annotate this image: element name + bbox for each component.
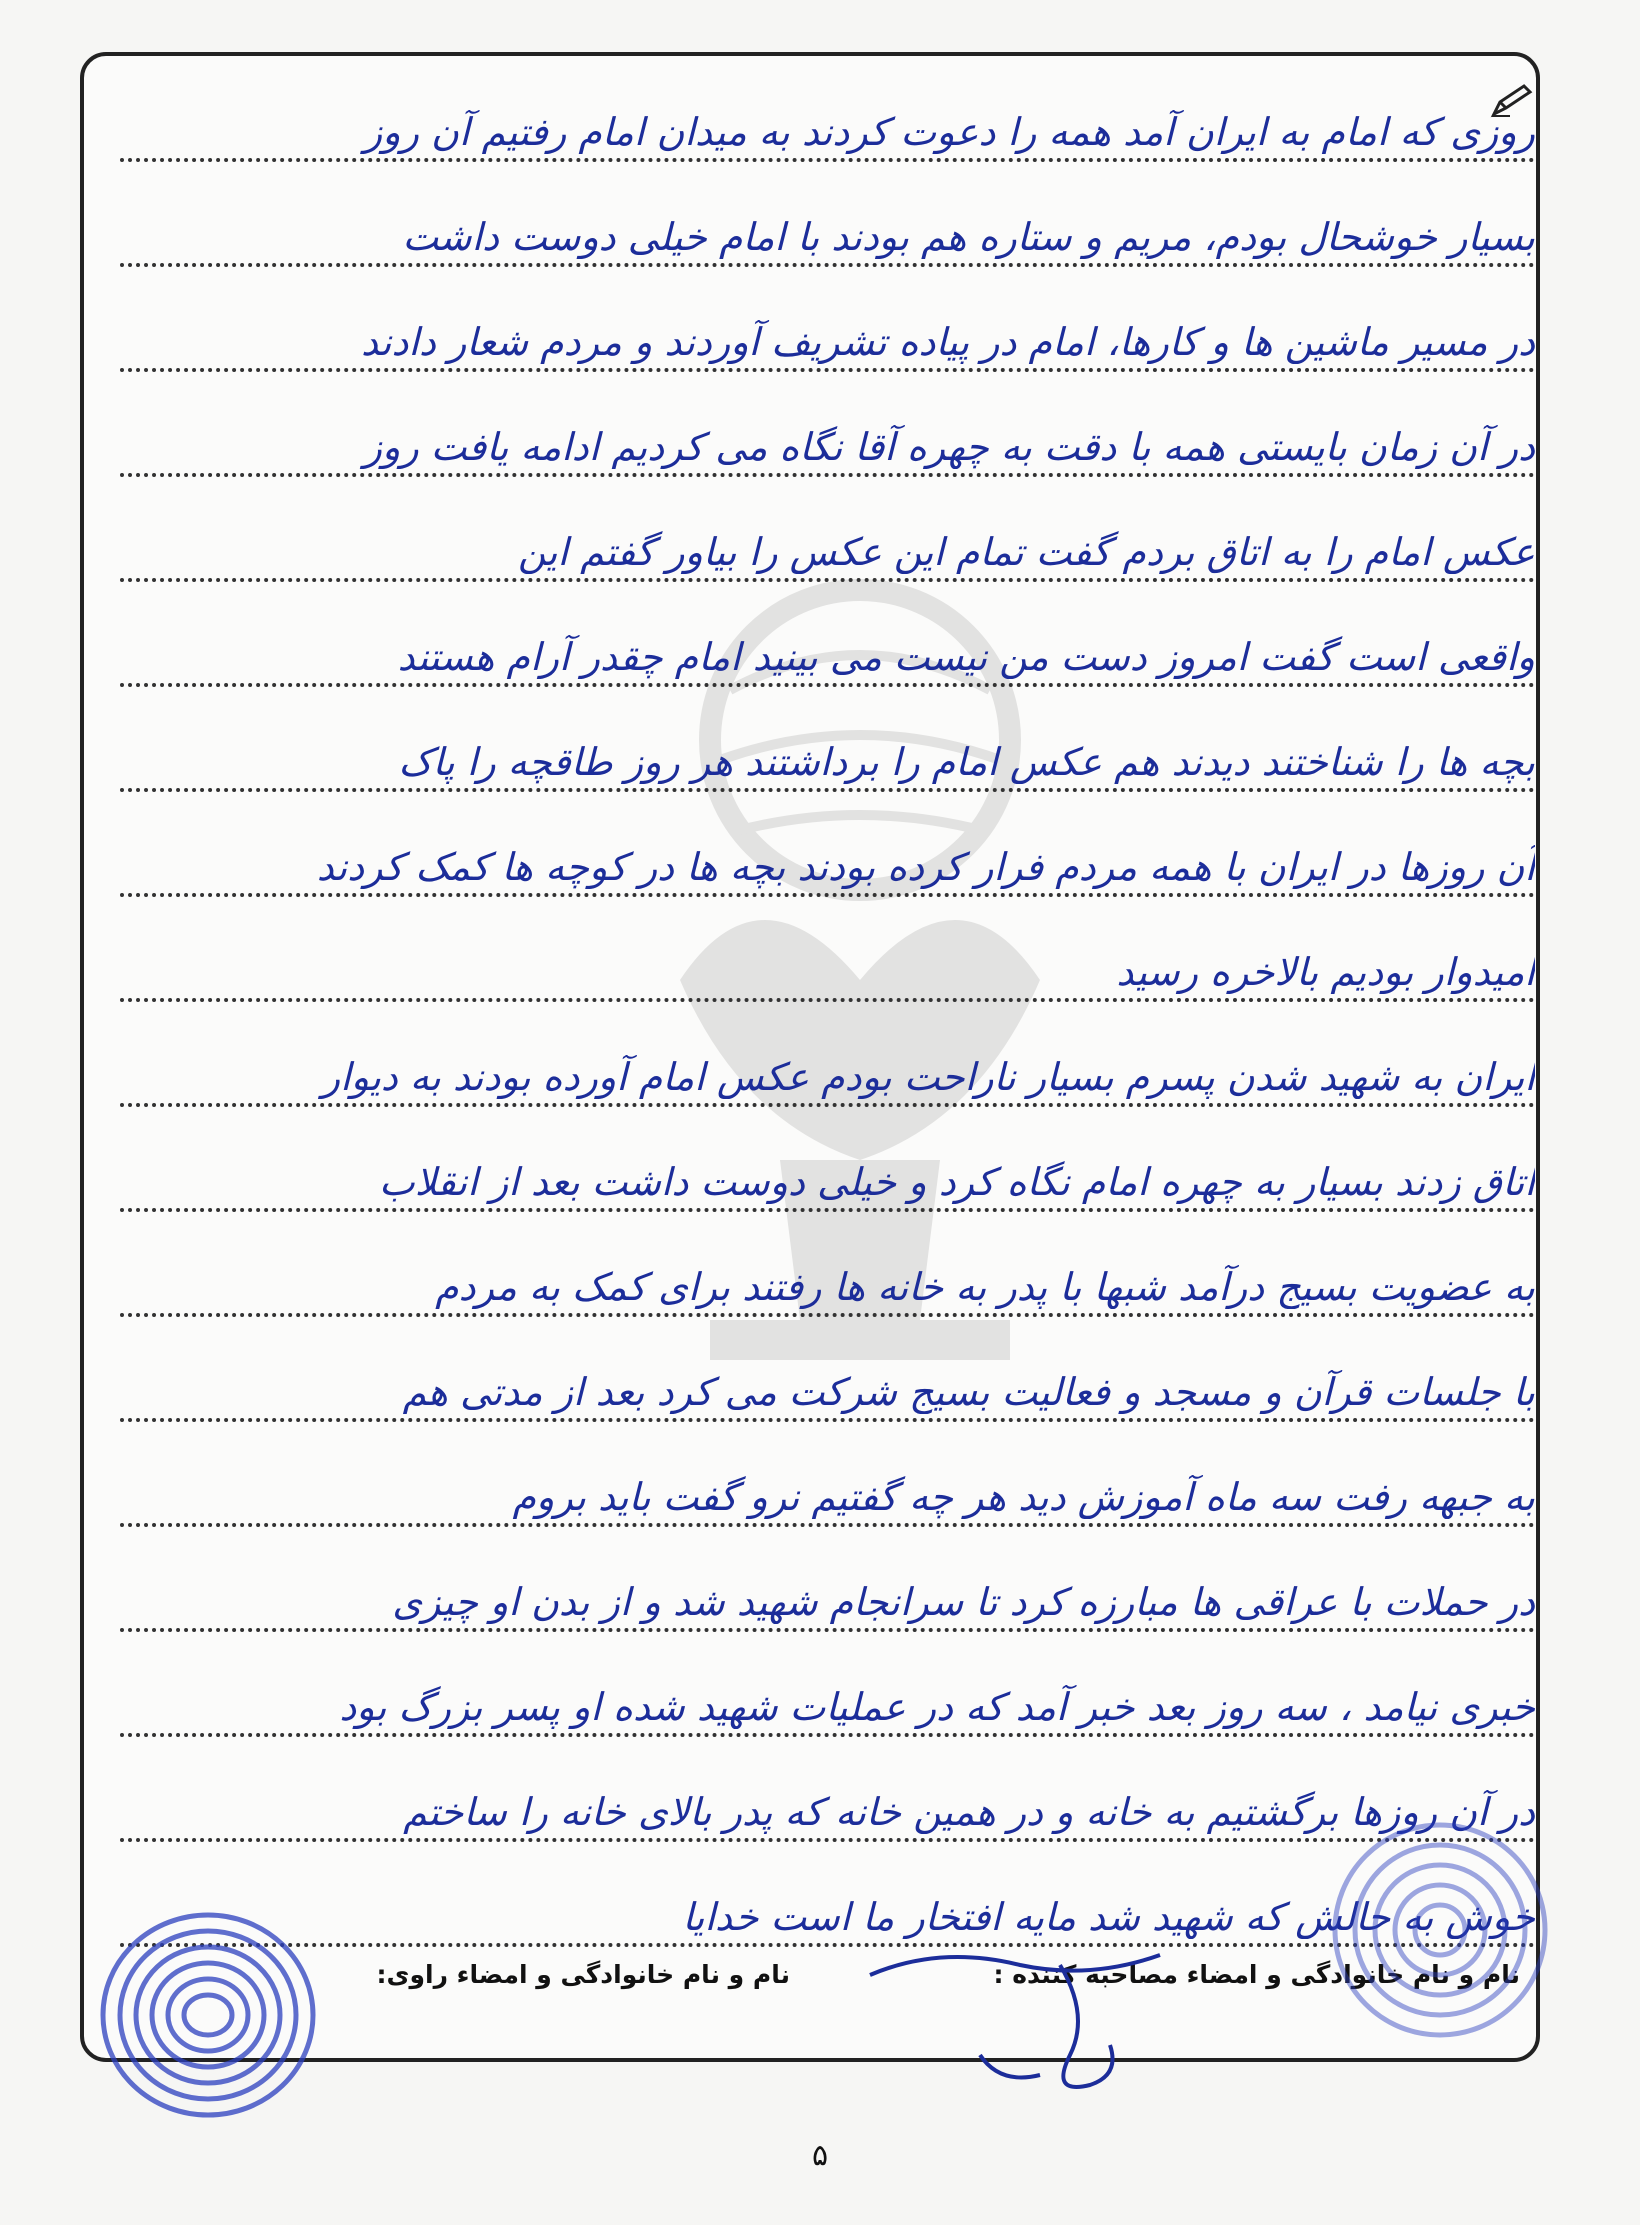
handwritten-line [120,835,1535,897]
handwritten-text: واقعی است گفت امروز دست من نیست می بینید امام چقدر آرام هستند [397,635,1535,679]
dotted-rule [120,1418,1535,1422]
page-number: ۵ [811,2138,829,2173]
handwritten-text: آن روزها در ایران با همه مردم فرار کرده بودند بچه ها در کوچه ها کمک کردند [316,845,1535,889]
narrator-signature-label: نام و نام خانوادگی و امضاء راوی: [376,1960,790,1989]
handwritten-line [120,310,1535,372]
dotted-rule [120,788,1535,792]
handwritten-text: اتاق زدند بسیار به چهره امام نگاه کرد و خیلی دوست داشت بعد از انقلاب [378,1160,1535,1204]
interviewer-signature-label: نام و نام خانوادگی و امضاء مصاحبه کننده : [993,1960,1520,1989]
dotted-rule [120,368,1535,372]
handwritten-text: روزی که امام به ایران آمد همه را دعوت کردند به میدان امام رفتیم آن روز [363,110,1535,154]
handwritten-line [120,1150,1535,1212]
handwritten-line [120,205,1535,267]
dotted-rule [120,1103,1535,1107]
handwritten-line [120,730,1535,792]
handwritten-line [120,1570,1535,1632]
handwritten-text: خبری نیامد ، سه روز بعد خبر آمد که در عملیات شهید شده او پسر بزرگ بود [339,1685,1535,1729]
dotted-rule [120,1628,1535,1632]
handwritten-line [120,1360,1535,1422]
fingerprint-right [1320,1810,1560,2050]
handwritten-line [120,100,1535,162]
handwritten-text: عکس امام را به اتاق بردم گفت تمام این عکس را بیاور گفتم این [517,530,1535,574]
dotted-rule [120,1313,1535,1317]
dotted-rule [120,263,1535,267]
handwritten-line [120,1045,1535,1107]
handwritten-line [120,520,1535,582]
handwritten-line [120,1675,1535,1737]
dotted-rule [120,683,1535,687]
dotted-rule [120,473,1535,477]
handwritten-text: در مسیر ماشین ها و کارها، امام در پیاده تشریف آوردند و مردم شعار دادند [360,320,1535,364]
handwritten-text: در آن زمان بایستی همه با دقت به چهره آقا نگاه می کردیم ادامه یافت روز [363,425,1535,469]
handwritten-line [120,415,1535,477]
dotted-rule [120,893,1535,897]
handwritten-text: امیدوار بودیم بالاخره رسید [1116,950,1535,994]
interviewer-signature [860,1935,1190,2105]
handwritten-text: به جبهه رفت سه ماه آموزش دید هر چه گفتیم نرو گفت باید بروم [512,1475,1535,1519]
handwritten-text: بچه ها را شناختند دیدند هم عکس امام را برداشتند هر روز طاقچه را پاک [398,740,1535,784]
handwritten-line [120,940,1535,1002]
handwritten-line [120,1255,1535,1317]
handwritten-text: ایران به شهید شدن پسرم بسیار ناراحت بودم عکس امام آورده بودند به دیوار [321,1055,1535,1099]
dotted-rule [120,998,1535,1002]
dotted-rule [120,158,1535,162]
handwritten-text: در آن روزها برگشتیم به خانه و در همین خانه که پدر بالای خانه را ساختم [403,1790,1535,1834]
handwritten-line [120,1465,1535,1527]
handwritten-text: به عضویت بسیج درآمد شبها با پدر به خانه ها رفتند برای کمک به مردم [435,1265,1535,1309]
dotted-rule [120,1523,1535,1527]
handwritten-text: در حملات با عراقی ها مبارزه کرد تا سرانجام شهید شد و از بدن او چیزی [392,1580,1535,1624]
dotted-rule [120,1208,1535,1212]
dotted-rule [120,1733,1535,1737]
handwritten-text: با جلسات قرآن و مسجد و فعالیت بسیج شرکت می کرد بعد از مدتی هم [402,1370,1535,1414]
handwritten-line [120,625,1535,687]
dotted-rule [120,578,1535,582]
handwritten-text: بسیار خوشحال بودم، مریم و ستاره هم بودند با امام خیلی دوست داشت [402,215,1535,259]
handwritten-text: خوش به حالش که شهید شد مایه افتخار ما است خدایا [682,1895,1535,1939]
fingerprint-left [88,1900,328,2130]
